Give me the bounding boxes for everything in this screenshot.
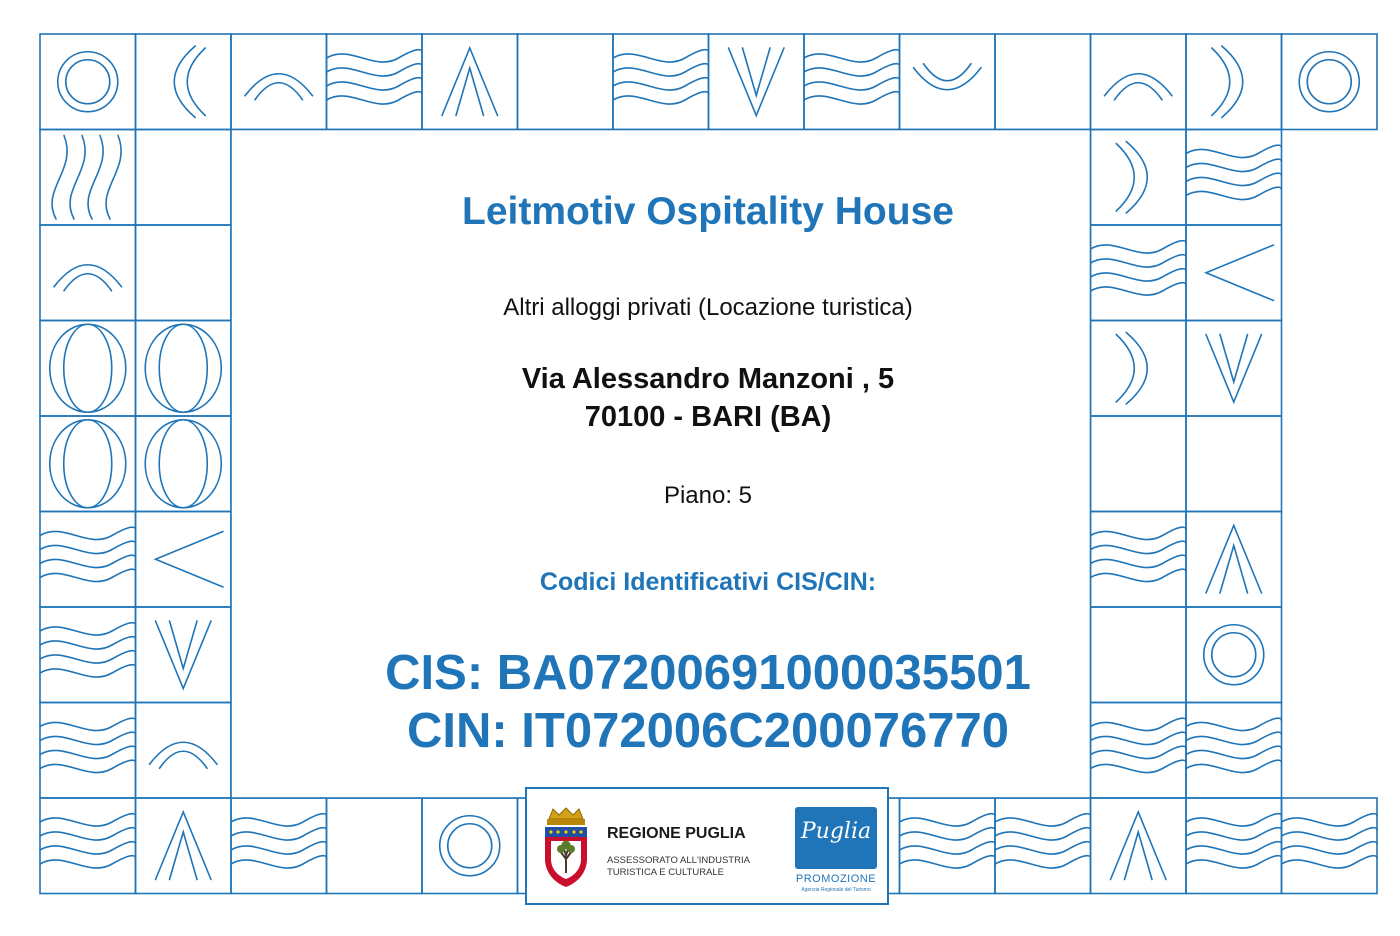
promozione-subtitle: Agenzia Regionale del Turismo <box>801 887 871 893</box>
address-street: Via Alessandro Manzoni , 5 <box>521 363 895 395</box>
puglia-script-wordmark: Puglia <box>800 819 872 844</box>
regione-puglia-crest-icon <box>541 807 591 891</box>
region-name: REGIONE PUGLIA <box>607 825 746 842</box>
region-department <box>607 855 750 879</box>
floor-info: Piano: 5 <box>663 482 753 509</box>
cin-code: CIN: IT072006C200076770 <box>406 704 1010 758</box>
property-title: Leitmotiv Ospitality House <box>462 190 954 233</box>
promozione-label: PROMOZIONE <box>795 873 877 885</box>
address-block <box>232 360 1184 436</box>
cis-code: CIS: BA07200691000035501 <box>385 646 1031 700</box>
sponsor-logos <box>525 787 889 905</box>
accommodation-type: Altri alloggi privati (Locazione turistica) <box>503 294 913 321</box>
codes-block <box>232 644 1184 760</box>
region-department-line2: TURISTICA E CULTURALE <box>607 867 725 878</box>
region-department-line1: ASSESSORATO ALL'INDUSTRIA <box>607 855 750 866</box>
codes-heading: Codici Identificativi CIS/CIN: <box>539 568 877 596</box>
address-city: 70100 - BARI (BA) <box>584 401 832 433</box>
